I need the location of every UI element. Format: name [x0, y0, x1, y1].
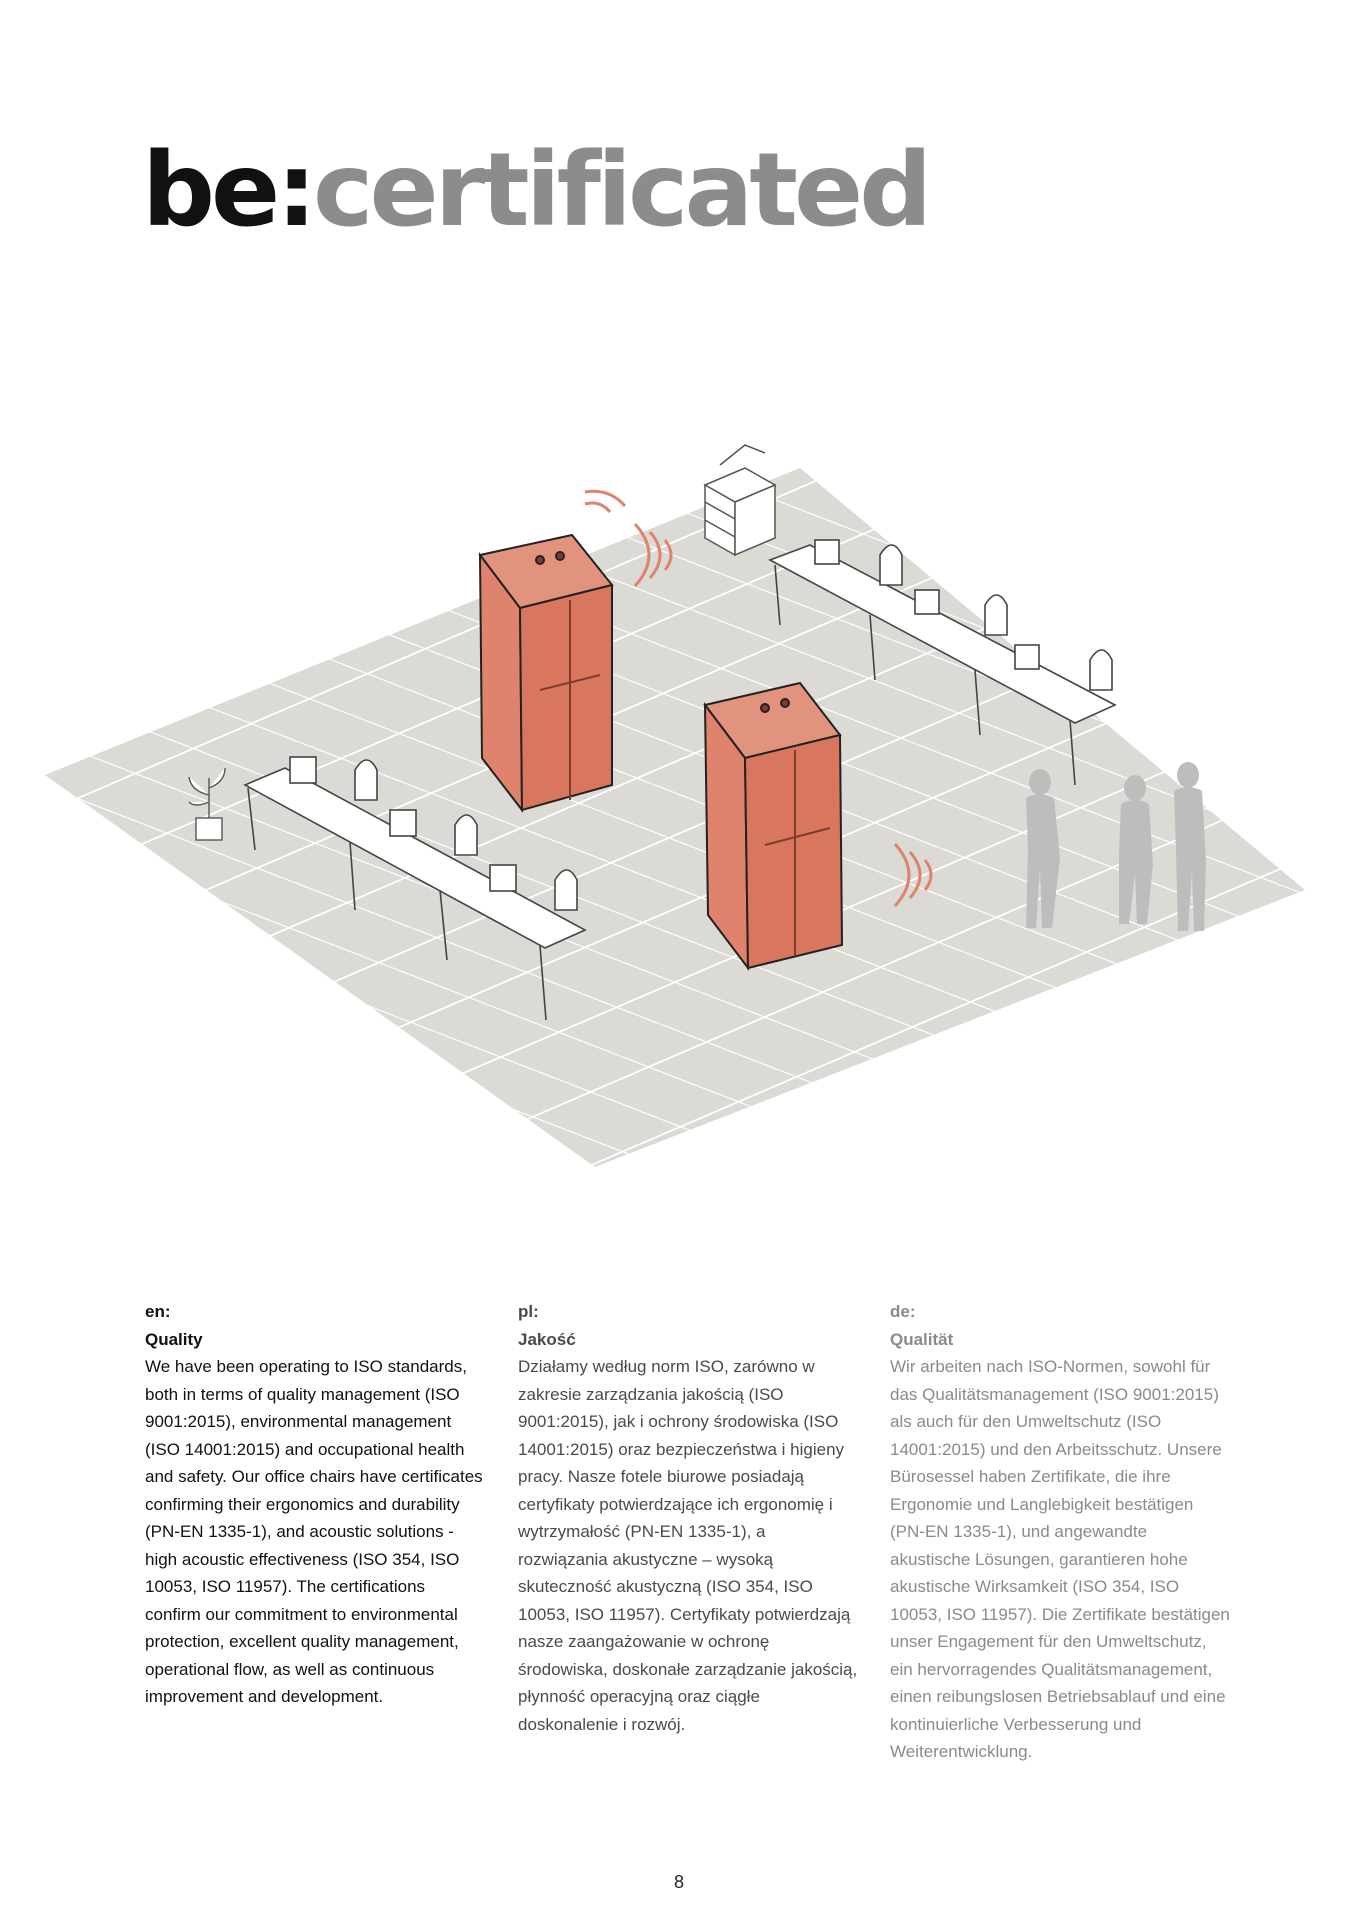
storage-cabinet — [705, 445, 775, 555]
body-de: Wir arbeiten nach ISO-Normen, sowohl für das Qualitätsmanagement (ISO 9001:2015) als auch für den Umweltschutz (ISO 14001:2015) und den Arbeitsschutz. Unsere Bürosessel haben Zertifikate, die ihre Ergonomie und Langlebigkeit bestätigen (PN-EN 1335-1), und angewandte akustische Lösungen, garantieren hohe akustische Wirksamkeit (ISO 354, ISO 10053, ISO 11957). Die Zertifikate bestätigen unser Engagement für den Umweltschutz, ein hervorragendes Qualitätsmanagement, einen reibungslosen Betriebsablauf und eine kontinuierliche Verbesserung und Weiterentwicklung. — [890, 1357, 1230, 1761]
heading-de: Qualität — [890, 1329, 954, 1349]
title-prefix: be: — [142, 131, 313, 250]
page-number: 8 — [673, 1872, 684, 1892]
page-title — [142, 131, 929, 250]
body-pl: Działamy według norm ISO, zarówno w zakresie zarządzania jakością (ISO 9001:2015), jak i ochrony środowiska (ISO 14001:2015) oraz bezpieczeństwa i higieny pracy. Nasze fotele biurowe posiadają certyfikaty potwierdzające ich ergonomię i wytrzymałość (PN-EN 1335-1), a rozwiązania akustyczne – wysoką skuteczność akustyczną (ISO 354, ISO 10053, ISO 11957). Certyfikaty potwierdzają nasze zaangażowanie w ochronę środowiska, doskonałe zarządzanie jakością, płynność operacyjną oraz ciągłe doskonalenie i rozwój. — [518, 1357, 858, 1734]
body-en: We have been operating to ISO standards, both in terms of quality management (ISO 9001:2015), environmental management (ISO 14001:2015) and occupational health and safety. Our office chairs have certificates confirming their ergonomics and durability (PN-EN 1335-1), and acoustic solutions - high acoustic effectiveness (ISO 354, ISO 10053, ISO 11957). The certifications confirm our commitment to environmental protection, excellent quality management, operational flow, as well as continuous improvement and development. — [145, 1357, 483, 1706]
text-column-en — [145, 1298, 485, 1711]
tiled-floor — [45, 468, 1305, 1167]
phone-booth-back — [480, 535, 612, 810]
lang-label-en: en: — [145, 1302, 171, 1321]
heading-en: Quality — [145, 1329, 203, 1349]
text-column-de — [890, 1298, 1230, 1766]
lang-label-pl: pl: — [518, 1302, 539, 1321]
office-illustration — [0, 390, 1358, 1190]
text-column-pl — [518, 1298, 858, 1738]
phone-booth-front — [705, 683, 842, 968]
lang-label-de: de: — [890, 1302, 916, 1321]
heading-pl: Jakość — [518, 1329, 576, 1349]
title-word: certificated — [312, 131, 929, 250]
